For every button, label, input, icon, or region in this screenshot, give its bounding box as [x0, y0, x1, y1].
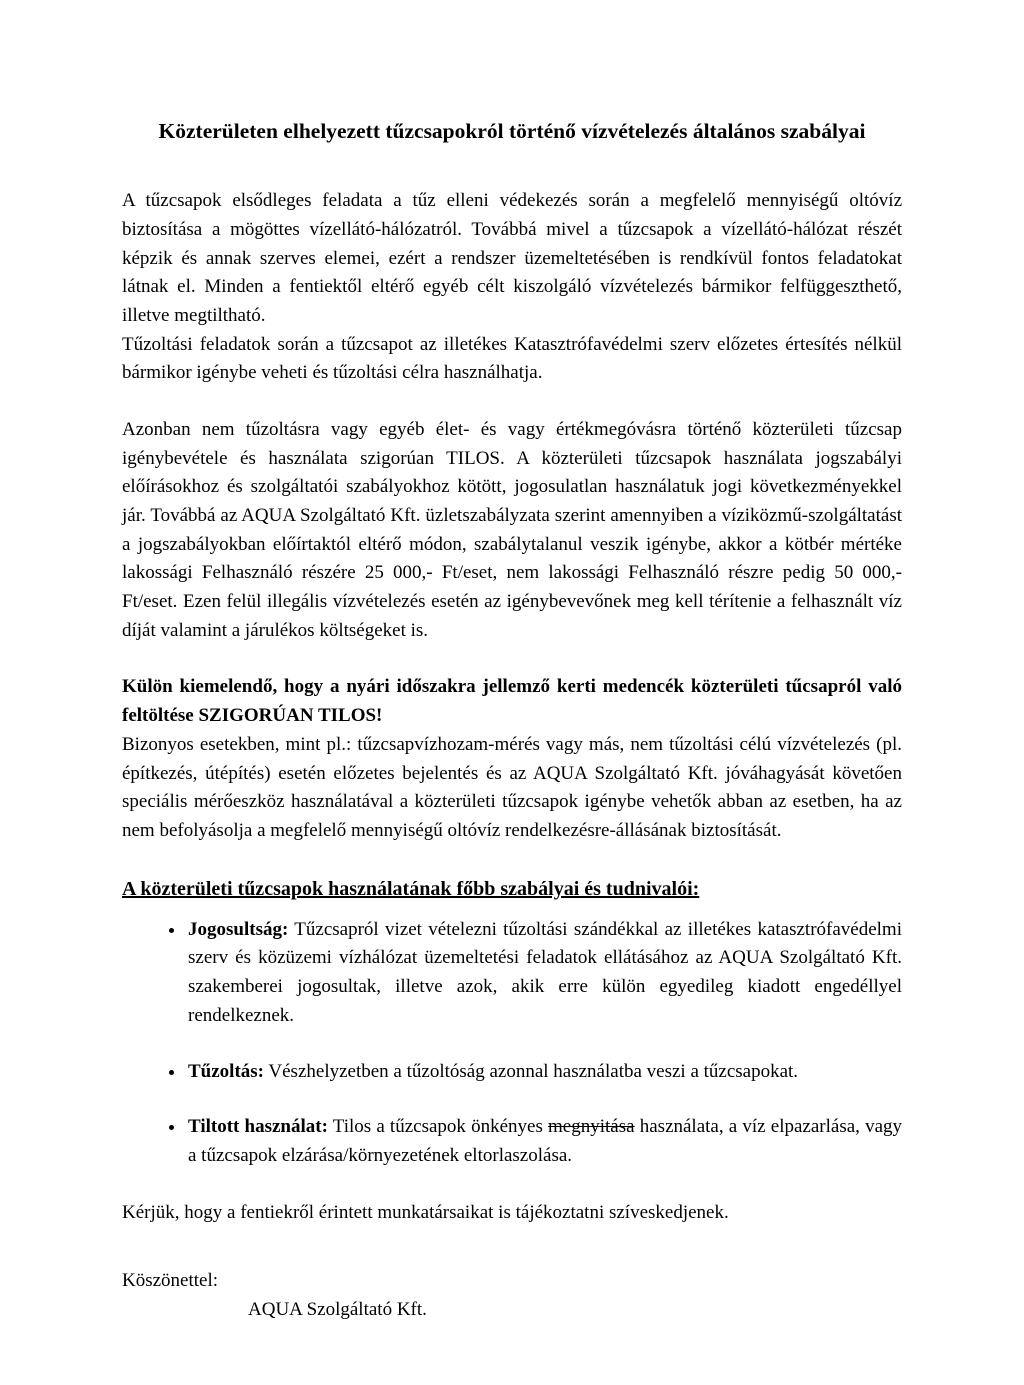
bullet-label-forbidden-use: Tiltott használat: — [188, 1116, 328, 1138]
list-item-firefighting — [186, 1058, 902, 1087]
bullet-text-eligibility: Tűzcsapról vizet vételezni tűzoltási szándékkal az illetékes katasztrófavédelmi szerv és közüzemi vízhálózat üzemeltetési feladatok ellátásához az AQUA Szolgáltató Kft. szakemberei jogosultak, illetve azok, akik erre külön egyedileg kiadott engedéllyel rendelkeznek. — [188, 918, 902, 1026]
bullet-text-forbidden-use-after: használata, a víz elpazarlása, vagy a tűzcsapok elzárása/környezetének eltorlaszolása. — [188, 1116, 903, 1166]
paragraph-prohibition-penalties: Azonban nem tűzoltásra vagy egyéb élet- és vagy értékmegóvásra történő közterületi tűzcsap igénybevétele és használata szigorúan TILOS. A közterületi tűzcsapok használata jogszabályi előírásokhoz és szolgáltatói szabályokhoz kötött, jogosulatlan használatuk jogi következményekkel jár. Továbbá az AQUA Szolgáltató Kft. üzletszabályzata szerint amennyiben a víziközmű-szolgáltatást a jogszabályokban előírtaktól eltérő módon, szabálytalanul veszik igénybe, akkor a kötbér mértéke lakossági Felhasználó részére 25 000,- Ft/eset, nem lakossági Felhasználó részre pedig 50 000,- Ft/eset. Ezen felül illegális vízvételezés esetén az igénybevevőnek meg kell térítenie a felhasznált víz díját valamint a járulékos költségeket is. — [122, 418, 902, 641]
list-item-forbidden-use — [186, 1113, 902, 1170]
bullet-label-eligibility: Jogosultság: — [188, 918, 289, 940]
bullet-text-struck-word: megnyitása — [548, 1116, 635, 1138]
bullet-text-firefighting: Vészhelyzetben a tűzoltóság azonnal használatba veszi a tűzcsapokat. — [264, 1060, 799, 1082]
paragraph-hydrant-purpose: A tűzcsapok elsődleges feladata a tűz elleni védekezés során a megfelelő mennyiségű oltóvíz biztosítása a mögöttes vízellátó-hálózatról. Továbbá mivel a tűzcsapok a vízellátó-hálózat részét képzik és annak szerves elemei, ezért a rendszer üzemeltetésében is rendkívül fontos feladatokat látnak el. Minden a fentiektől eltérő egyéb célt kiszolgáló vízvételezés bármikor felfüggeszthető, illetve megtiltható. — [122, 190, 902, 326]
bullet-label-firefighting: Tűzoltás: — [188, 1060, 264, 1082]
closing-thanks: Köszönettel: — [122, 1270, 219, 1292]
section-heading-rules: A közterületi tűzcsapok használatának főbb szabályai és tudnivalói: — [122, 877, 700, 900]
bullet-text-forbidden-use-before: Tilos a tűzcsapok önkényes — [327, 1116, 549, 1138]
paragraph-firefighting-use: Tűzoltási feladatok során a tűzcsapot az illetékes Katasztrófavédelmi szerv előzetes értesítés nélkül bármikor igénybe veheti és tűzoltási célra használhatja. — [122, 333, 902, 384]
paragraph-special-cases: Bizonyos esetekben, mint pl.: tűzcsapvízhozam-mérés vagy más, nem tűzoltási célú vízvételezés (pl. építkezés, útépítés) esetén előzetes bejelentés és az AQUA Szolgáltató Kft. jóváhagyását követően speciális mérőeszköz használatával a közterületi tűzcsapok igénybe vehetők abban az esetben, ha az nem befolyásolja a megfelelő mennyiségű oltóvíz rendelkezésre-állásának biztosítását. — [122, 733, 902, 841]
closing-request: Kérjük, hogy a fentiekről érintett munkatársaikat is tájékoztatni szíveskedjenek. — [122, 1201, 729, 1223]
paragraph-pool-filling-warning: Külön kiemelendő, hogy a nyári időszakra jellemző kerti medencék közterületi tűcsapról való feltöltése SZIGORÚAN TILOS! — [122, 676, 902, 727]
document-title: Közterületen elhelyezett tűzcsapokról történő vízvételezés általános szabályai — [158, 119, 866, 143]
list-item-eligibility — [186, 916, 902, 1031]
signature-company-name: AQUA Szolgáltató Kft. — [248, 1298, 427, 1320]
rules-list — [122, 916, 902, 1171]
